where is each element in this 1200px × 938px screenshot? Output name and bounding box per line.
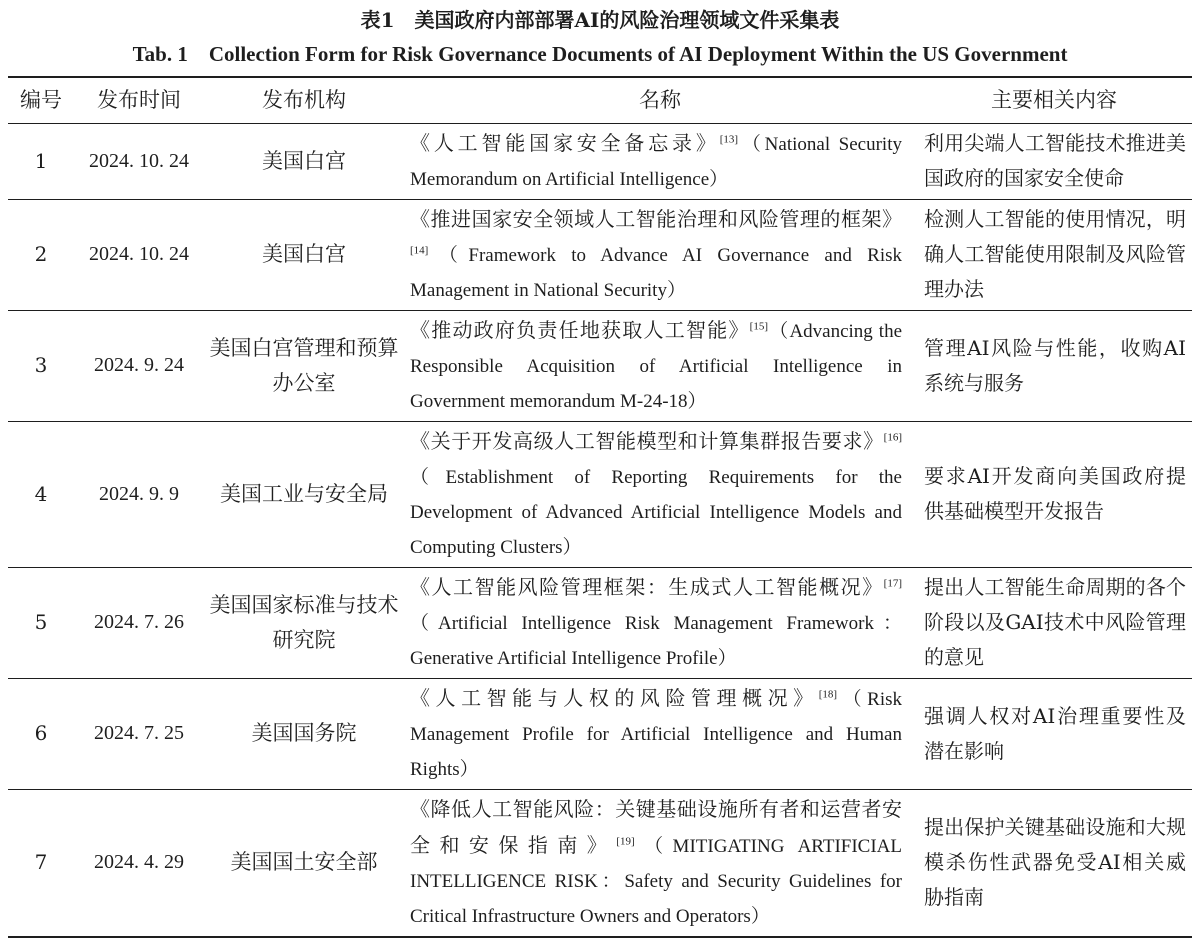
cell-name: [404, 123, 916, 199]
table-header-row: [8, 77, 1192, 123]
doc-title-cn: 《关于开发高级人工智能模型和计算集群报告要求》: [410, 428, 884, 453]
cell-content: 利用尖端人工智能技术推进美国政府的国家安全使命: [916, 123, 1192, 199]
cell-no: 4: [8, 421, 74, 567]
doc-title-en: （MITIGATING ARTIFICIAL INTELLIGENCE RISK：Safety and Security Guidelines for Critical Infrastructure Owners and Operators）: [410, 835, 902, 927]
cell-content: 提出保护关键基础设施和大规模杀伤性武器免受AI相关威胁指南: [916, 789, 1192, 937]
table-row: [8, 567, 1192, 678]
table-row: [8, 421, 1192, 567]
cell-no: 1: [8, 123, 74, 199]
reference-marker: [17]: [883, 577, 902, 590]
cell-org: 美国白宫: [204, 123, 404, 199]
reference-marker: [13]: [719, 133, 739, 146]
cell-date: 2024. 10. 24: [74, 199, 204, 310]
doc-title-cn: 《降低人工智能风险：关键基础设施所有者和运营者安全和安保指南》: [410, 796, 902, 857]
cell-org: 美国国土安全部: [204, 789, 404, 937]
doc-title-en: （Advancing the Responsible Acquisition of Artificial Intelligence in Government memorandum M-24-18）: [410, 320, 902, 412]
doc-title-en: （Risk Management Profile for Artificial Intelligence and Human Rights）: [410, 688, 902, 780]
doc-title-en: （Framework to Advance AI Governance and Risk Management in National Security）: [410, 244, 902, 301]
cell-org: 美国白宫管理和预算办公室: [204, 310, 404, 421]
header-date: 发布时间: [74, 77, 204, 123]
cell-content: 强调人权对AI治理重要性及潜在影响: [916, 678, 1192, 789]
cell-date: 2024. 7. 26: [74, 567, 204, 678]
header-content: 主要相关内容: [916, 77, 1192, 123]
cell-date: 2024. 9. 24: [74, 310, 204, 421]
doc-title-cn: 《人工智能国家安全备忘录》: [410, 130, 720, 155]
cell-org: 美国国务院: [204, 678, 404, 789]
cell-org: 美国工业与安全局: [204, 421, 404, 567]
cell-name: [404, 199, 916, 310]
doc-title-en: （Establishment of Reporting Requirements for the Development of Advanced Artificial Intelligence Models and Computing Clusters）: [410, 466, 902, 558]
cell-date: 2024. 4. 29: [74, 789, 204, 937]
header-no: 编号: [8, 77, 74, 123]
cell-no: 6: [8, 678, 74, 789]
table-row: [8, 199, 1192, 310]
table-row: [8, 123, 1192, 199]
cell-date: 2024. 9. 9: [74, 421, 204, 567]
doc-title-cn: 《人工智能风险管理框架：生成式人工智能概况》: [410, 574, 884, 599]
header-org: 发布机构: [204, 77, 404, 123]
doc-title-cn: 《人工智能与人权的风险管理概况》: [410, 685, 819, 710]
cell-content: 检测人工智能的使用情况，明确人工智能使用限制及风险管理办法: [916, 199, 1192, 310]
doc-title-cn: 《推动政府负责任地获取人工智能》: [410, 317, 750, 342]
header-name: 名称: [404, 77, 916, 123]
cell-no: 3: [8, 310, 74, 421]
cell-name: [404, 567, 916, 678]
cell-date: 2024. 10. 24: [74, 123, 204, 199]
reference-marker: [16]: [883, 431, 902, 444]
table-row: [8, 310, 1192, 421]
cell-no: 7: [8, 789, 74, 937]
reference-marker: [19]: [616, 835, 635, 848]
documents-table: [8, 76, 1192, 938]
table-caption-chinese: 表1 美国政府内部部署AI的风险治理领域文件采集表: [360, 8, 840, 32]
cell-content: 要求AI开发商向美国政府提供基础模型开发报告: [916, 421, 1192, 567]
doc-title-cn: 《推进国家安全领域人工智能治理和风险管理的框架》: [410, 206, 902, 231]
cell-org: 美国国家标准与技术研究院: [204, 567, 404, 678]
reference-marker: [18]: [818, 688, 838, 701]
cell-name: [404, 310, 916, 421]
cell-date: 2024. 7. 25: [74, 678, 204, 789]
cell-name: [404, 421, 916, 567]
table-caption-english: Tab. 1 Collection Form for Risk Governance Documents of AI Deployment Within the US Government: [132, 42, 1068, 66]
cell-no: 5: [8, 567, 74, 678]
cell-no: 2: [8, 199, 74, 310]
doc-title-en: （Artificial Intelligence Risk Management Framework：Generative Artificial Intelligence Profile）: [410, 612, 902, 669]
cell-org: 美国白宫: [204, 199, 404, 310]
cell-name: [404, 678, 916, 789]
cell-content: 管理AI风险与性能，收购AI系统与服务: [916, 310, 1192, 421]
reference-marker: [14]: [410, 244, 429, 257]
doc-title-en: （National Security Memorandum on Artificial Intelligence）: [410, 133, 902, 190]
cell-content: 提出人工智能生命周期的各个阶段以及GAI技术中风险管理的意见: [916, 567, 1192, 678]
cell-name: [404, 789, 916, 937]
table-row: [8, 678, 1192, 789]
reference-marker: [15]: [749, 320, 768, 333]
table-row: [8, 789, 1192, 937]
